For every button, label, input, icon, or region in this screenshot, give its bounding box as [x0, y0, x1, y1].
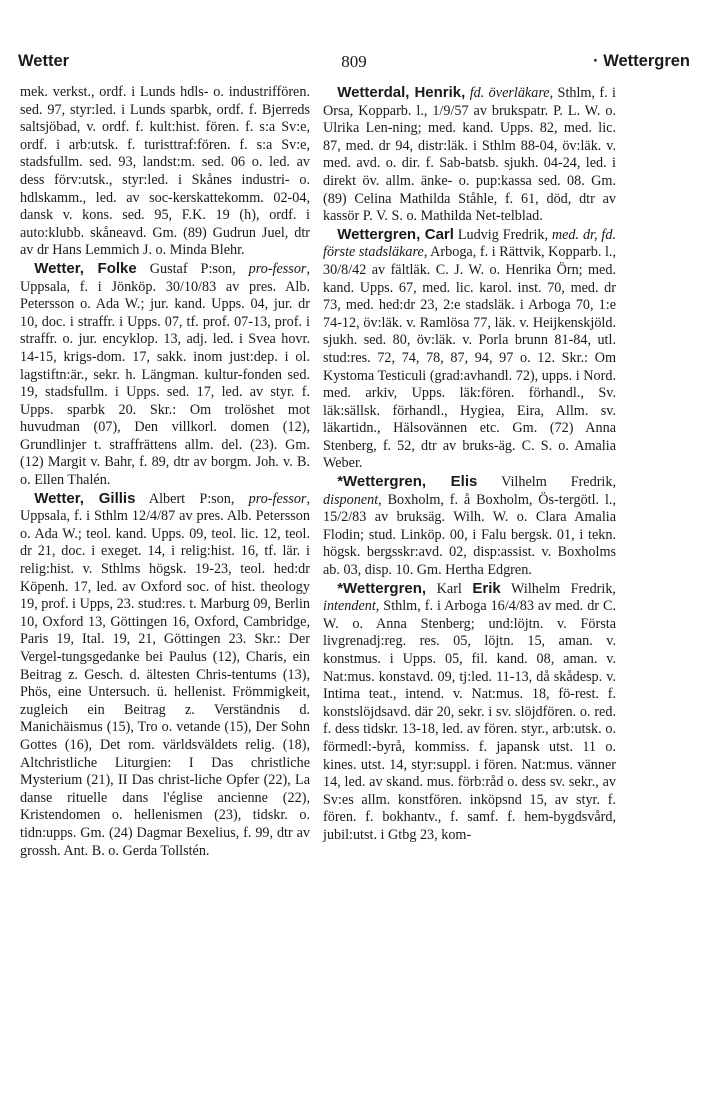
- entry-title: disponent: [323, 491, 379, 508]
- entry-continuation: [20, 84, 310, 260]
- entry-title: pro-fessor: [248, 490, 307, 507]
- entry-wettergren-carl: [323, 226, 616, 473]
- entry-title: intendent: [323, 598, 376, 615]
- entry-headword: Wetterdal, Henrik,: [337, 84, 466, 101]
- header-left-word: Wetter: [18, 52, 70, 70]
- page-number: 809: [341, 52, 367, 71]
- entry-given-names: Karl: [426, 580, 473, 597]
- entry-title: med. dr, fd. förste stadsläkare: [323, 226, 617, 261]
- entry-body: , Uppsala, f. i Jönköp. 30/10/83 av pres. Alb. Petersson o. Ada W.; jur. kand. Upps. 04, jur. dr 10, doc. i straffr. i Upps. 07, tf. prof. 07-13, prof. i straffr. o. jur. encyklop. 13, adj. led. i Svea hovr. 14-15, krigs-dom. 17, sakk. inom just:dep. i ol. lagstiftn:är., sekr. h. Längman. kultur-fonden sed. 19, stadsfullm. i Upps. sed. 17, led. av styr. f. Upps. sparbk 20. Skr.: Om trolöshet mot huvudman (07), Den villkorl. domen (12), Grundlinjer t. straffrättens allm. del. (23). Gm. (12) Margit v. Bahr, f. 89, dtr av borgm. Joh. v. B. o. Ellen Thalén.: [20, 260, 310, 489]
- entry-given-names: Vilhelm Fredrik,: [477, 474, 617, 491]
- entry-body: , Boxholm, f. å Boxholm, Ös-tergötl. l., 15/2/83 av bruksäg. Wilh. W. o. Clara Amalia Flodin; stud. Linköp. 00, i Falu bergsk. 01, i tekn. högsk. bergsskr:avd. 02, disp:assist. v. Boxholms ab. 03, disp. 10. Gm. Hertha Edgren.: [323, 491, 616, 579]
- entry-given-names-rest: Wilhelm Fredrik,: [500, 580, 616, 597]
- entry-headword: Wettergren, Carl: [337, 225, 454, 243]
- entry-wetterdal-henrik: [323, 84, 616, 226]
- entry-body: , Arboga, f. i Rättvik, Kopparb. l., 30/8/42 av fältläk. C. J. W. o. Henrika Örn; med. kand. Upps. 67, med. lic. karol. inst. 70, med. dr 73, med. hed:dr 23, 2:e stadsläk. i Arboga 70, 1:e 74-12, öv:läk. v. Ramlösa 77, läk. v. Heijkenskjöld. sjukh. sed. 80, öv:läk. v. Porla brunn 81-84, utl. stud:res. 72, 74, 78, 87, 94, 97 o. 12. Skr.: Om Kystoma Testiculi (grad:avhandl. 72), upps. i Nord. med. arkiv, Upps. läk:fören. förhandl., Sv. läk:sällsk. förhandl., Hygiea, Eira, Allm. sv. läkartidn., Hälsovännen etc. Gm. (72) Anna Stenberg, f. 52, dtr av bruks-äg. C. S. o. Amalia Weber.: [323, 244, 616, 472]
- entry-body: , Sthlm, f. i Orsa, Kopparb. l., 1/9/57 av brukspatr. P. L. W. o. Ulrika Len-ning; med. kand. Upps. 82, med. lic. 87, med. dr 94, distr:läk. i Sthlm 88-04, öv:läk. v. med. avd. o. dir. f. Sab-batsb. sjukh. 04-24, led. i direkt öv. allm. änke- o. pup:kassa sed. 08. Gm. (89) Celina Mathilda Ståhle, f. 61, död, dtr av kassör P. V. S. o. Mathilda Net-telblad.: [323, 85, 616, 225]
- entry-headword: Wetter, Folke: [34, 259, 137, 277]
- entry-body: mek. verkst., ordf. i Lunds hdls- o. industriffören. sed. 97, styr:led. i Lunds sparbk, ordf. f. Bjerreds saltsjöbad, v. ordf. f. kult:hist. fören. f. s:a Sv:e, ordf. i arb:utsk. f. turisttraf:fören. f. s:a Sv:e, stadsfullm. sed. 93, landst:m. sed. 06 o. led. av dess förv:utsk., styr:led. i Skånes industri- o. hdlskamm., led. av soc-kerskattekomm. 02-04, dansk v. kons. sed. 95, F.K. 19 (h), ordf. i auto:klubb. skåneavd. Gm. (89) Gudrun Juel, dtr av dr Hans Lemmich J. o. Minda Blehr.: [20, 84, 310, 259]
- right-column: [323, 84, 616, 845]
- entry-body: , Sthlm, f. i Arboga 16/4/83 av med. dr C. W. o. Anna Stenberg; und:löjtn. v. Första livgrenadj:reg. res. 05, löjtn. 15, aman. v. konstmus. i Upps. 05, fil. kand. 08, aman. v. Nat:mus. konstavd. 09, tj:led. 11-13, då skådesp. v. Intima teat., intend. v. Nat:mus. 18, fö-rest. f. konstslöjdsavd. där 20, sekr. i sv. slöjdfören. o. red. f. dess tidskr. 13-18, led. av fören. styr., arb:utsk. o. förmedl:-byrå, kommiss. f. japansk utst. 11 o. kines. utst. 14, styr:suppl. i fören. Nat:mus. vänner 14, led. av skand. mus. förb:råd o. dess sv. sekr., av Sv:es allm. konstfören. inköpsnd 15, av styr. f. fören. f. bokhantv., f. samf. f. hem-bygdsvård, jubil:utst. i Gtbg 23, kom-: [323, 598, 616, 843]
- running-header: [18, 50, 690, 80]
- entry-wettergren-elis: [323, 473, 616, 580]
- entry-given-names: Albert P:son,: [135, 490, 249, 507]
- entry-wettergren-erik: [323, 580, 616, 845]
- entry-title: fd. överläkare: [469, 85, 550, 101]
- left-column: [20, 84, 310, 860]
- entry-given-names: Ludvig Fredrik,: [453, 226, 552, 243]
- entry-given-names: Gustaf P:son,: [136, 260, 249, 277]
- entry-title: pro-fessor: [248, 260, 307, 277]
- entry-wetter-folke: [20, 260, 310, 490]
- entry-given-name-bold: Erik: [472, 579, 501, 597]
- header-right-word: · Wettergren: [593, 52, 690, 70]
- entry-headword: *Wettergren,: [337, 579, 427, 597]
- entry-body: , Uppsala, f. i Sthlm 12/4/87 av pres. Alb. Petersson o. Ada W.; teol. kand. Upps. 09, teol. lic. 12, teol. dr 21, doc. i exeget. 14, i relig:hist. 16, tf. lär. i relig:hist. v. Sthlms högsk. 19-23, teol. hed:dr Köpenh. 17, led. av Oxford soc. of hist. theology 19, prof. i Upps, 23. stud:res. t. Marburg 09, Berlin 10, Oxford 13, Göttingen 16, Oxford, Cambridge, Paris 19, Ital. 19, 21, Göttingen 23. Skr.: Der Vergel-tungsgedanke bei Paulus (12), Charis, ein Beitrag z. Gesch. d. ältesten Chris-tentums (13), Phös, eine Untersuch. ü. hellenist. Frömmigkeit, zugleich ein Beitrag z. Verständnis d. Manichäismus (15), Tro o. vetande (15), Der Sohn Gottes (16), Det rom. världsväldets relig. (18), Altchristliche Liturgien: I Das christliche Mysterium (21), II Das christ-liche Opfer (22), La danse rituelle dans l'église ancienne (22), Kristendomen o. hellenismen (23), tidskr. o. tidn:upps. Gm. (24) Dagmar Bexelius, f. 99, dtr av grossh. Ant. B. o. Gerda Tollstén.: [20, 490, 310, 859]
- entry-headword: Wetter, Gillis: [34, 489, 136, 507]
- entry-headword: *Wettergren, Elis: [337, 473, 478, 491]
- entry-wetter-gillis: [20, 490, 310, 860]
